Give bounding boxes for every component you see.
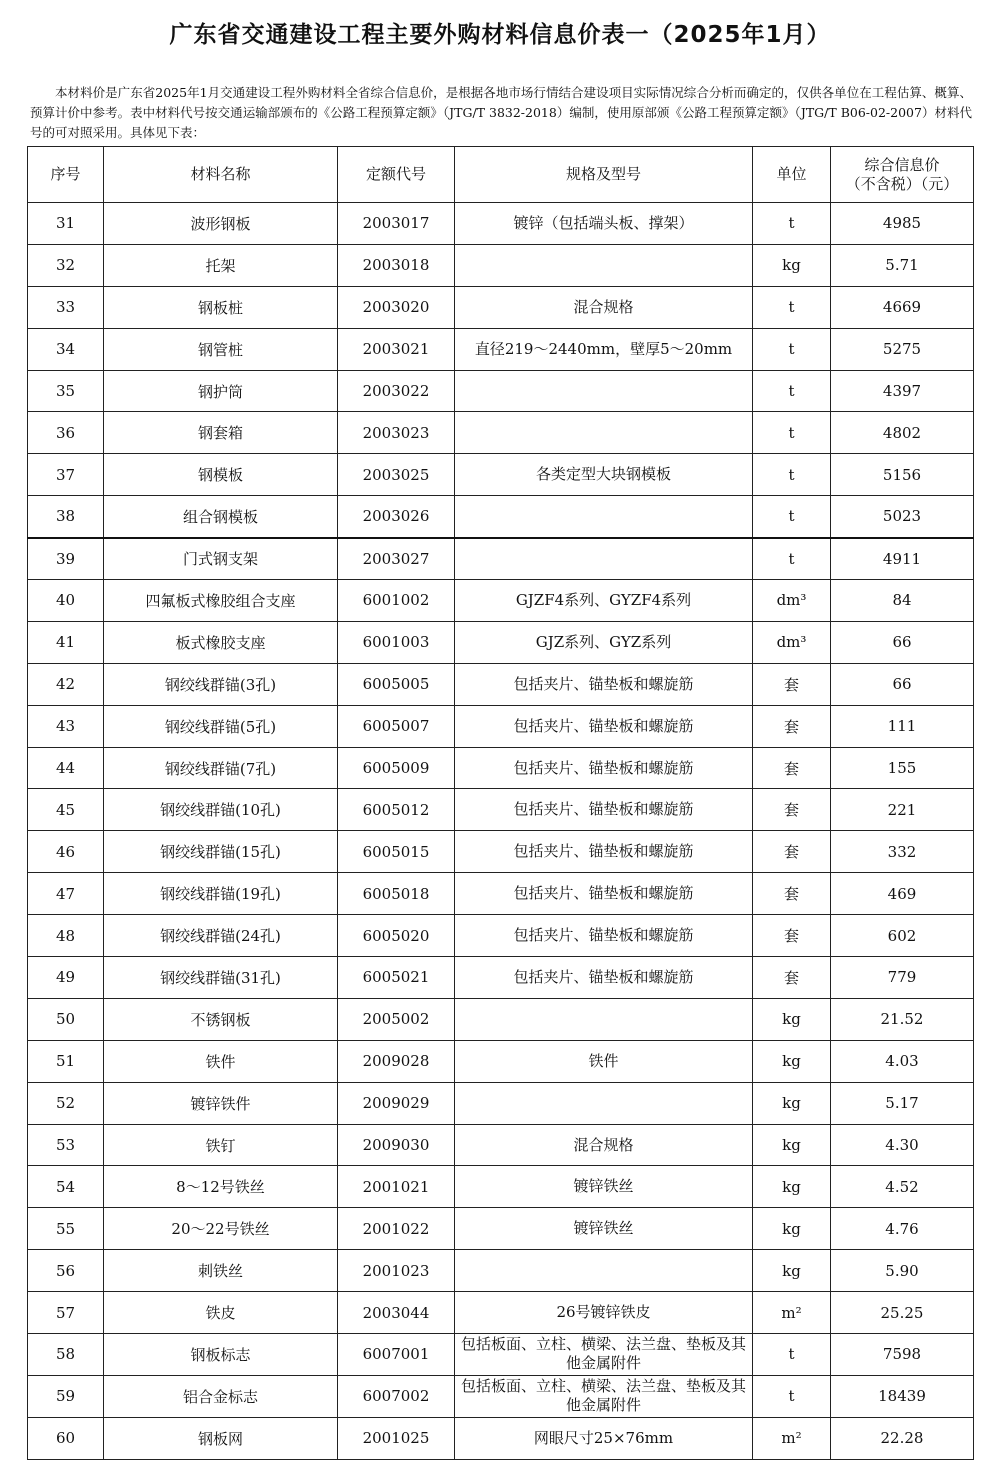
cell-price: 332 xyxy=(831,831,974,873)
cell-unit: m² xyxy=(753,1292,831,1334)
page-title: 广东省交通建设工程主要外购材料信息价表一（2025年1月） xyxy=(169,22,831,48)
cell-name: 钢板网 xyxy=(104,1417,338,1459)
cell-unit: t xyxy=(753,328,831,370)
cell-spec: 镀锌铁丝 xyxy=(455,1166,753,1208)
cell-price: 4.76 xyxy=(831,1208,974,1250)
table-row xyxy=(28,705,974,747)
table-row xyxy=(28,1166,974,1208)
cell-name: 不锈钢板 xyxy=(104,998,338,1040)
cell-code: 2009030 xyxy=(338,1124,455,1166)
cell-price: 18439 xyxy=(831,1375,974,1417)
header-price-line2: （不含税）（元） xyxy=(845,174,959,193)
cell-unit: t xyxy=(753,496,831,538)
cell-spec: 混合规格 xyxy=(455,1124,753,1166)
intro-paragraph: 本材料价是广东省2025年1月交通建设工程外购材料全省综合信息价，是根据各地市场行情结合建设项目实际情况综合分析而确定的，仅供各单位在工程估算、概算、预算计价中参考。表中材料代号按交通运输部颁布的《公路工程预算定额》（JTG/T 3832-2018）编制，使用原部颁《公路工程预算定额》（JTG/T B06-02-2007）材料代号的可对照采用。具体见下表： xyxy=(30,84,972,140)
cell-name: 组合钢模板 xyxy=(104,496,338,538)
table-row xyxy=(28,831,974,873)
cell-no: 33 xyxy=(28,286,104,328)
cell-price: 5.90 xyxy=(831,1250,974,1292)
cell-unit: t xyxy=(753,370,831,412)
cell-no: 44 xyxy=(28,747,104,789)
cell-price: 5.17 xyxy=(831,1082,974,1124)
header-name: 材料名称 xyxy=(104,147,338,203)
cell-code: 2001023 xyxy=(338,1250,455,1292)
cell-code: 2003025 xyxy=(338,454,455,496)
cell-no: 59 xyxy=(28,1375,104,1417)
cell-code: 6005015 xyxy=(338,831,455,873)
cell-price: 4911 xyxy=(831,538,974,580)
cell-code: 2001025 xyxy=(338,1417,455,1459)
table-row xyxy=(28,496,974,538)
cell-no: 38 xyxy=(28,496,104,538)
cell-name: 钢套箱 xyxy=(104,412,338,454)
cell-unit: t xyxy=(753,286,831,328)
cell-name: 刺铁丝 xyxy=(104,1250,338,1292)
cell-no: 36 xyxy=(28,412,104,454)
cell-name: 托架 xyxy=(104,244,338,286)
cell-name: 钢管桩 xyxy=(104,328,338,370)
cell-no: 40 xyxy=(28,580,104,622)
cell-name: 20～22号铁丝 xyxy=(104,1208,338,1250)
cell-price: 469 xyxy=(831,873,974,915)
cell-spec: 包括夹片、锚垫板和螺旋筋 xyxy=(455,705,753,747)
table-row xyxy=(28,1040,974,1082)
cell-price: 779 xyxy=(831,957,974,999)
cell-code: 2003026 xyxy=(338,496,455,538)
cell-price: 66 xyxy=(831,663,974,705)
cell-no: 32 xyxy=(28,244,104,286)
table-row xyxy=(28,286,974,328)
cell-name: 钢绞线群锚(10孔) xyxy=(104,789,338,831)
cell-no: 47 xyxy=(28,873,104,915)
cell-price: 84 xyxy=(831,580,974,622)
cell-no: 52 xyxy=(28,1082,104,1124)
table-row xyxy=(28,915,974,957)
cell-unit: kg xyxy=(753,1208,831,1250)
cell-code: 2001021 xyxy=(338,1166,455,1208)
cell-unit: 套 xyxy=(753,915,831,957)
cell-unit: dm³ xyxy=(753,580,831,622)
table-row xyxy=(28,1292,974,1334)
cell-no: 48 xyxy=(28,915,104,957)
cell-unit: t xyxy=(753,454,831,496)
cell-price: 5156 xyxy=(831,454,974,496)
cell-name: 铁皮 xyxy=(104,1292,338,1334)
table-header xyxy=(28,147,974,203)
table-row xyxy=(28,621,974,663)
table-row xyxy=(28,789,974,831)
cell-name: 波形钢板 xyxy=(104,203,338,245)
cell-no: 51 xyxy=(28,1040,104,1082)
cell-code: 2005002 xyxy=(338,998,455,1040)
cell-unit: kg xyxy=(753,1124,831,1166)
cell-name: 铝合金标志 xyxy=(104,1375,338,1417)
cell-unit: 套 xyxy=(753,873,831,915)
cell-code: 6005005 xyxy=(338,663,455,705)
cell-price: 4669 xyxy=(831,286,974,328)
cell-spec: 各类定型大块钢模板 xyxy=(455,454,753,496)
cell-no: 43 xyxy=(28,705,104,747)
cell-spec: 包括板面、立柱、横梁、法兰盘、垫板及其他金属附件 xyxy=(455,1375,753,1417)
cell-code: 2001022 xyxy=(338,1208,455,1250)
cell-unit: 套 xyxy=(753,831,831,873)
cell-unit: t xyxy=(753,412,831,454)
table-row xyxy=(28,580,974,622)
cell-price: 4.03 xyxy=(831,1040,974,1082)
cell-spec xyxy=(455,496,753,538)
cell-name: 8～12号铁丝 xyxy=(104,1166,338,1208)
table-row xyxy=(28,1375,974,1417)
cell-price: 5023 xyxy=(831,496,974,538)
cell-code: 6005007 xyxy=(338,705,455,747)
header-no: 序号 xyxy=(28,147,104,203)
cell-no: 49 xyxy=(28,957,104,999)
cell-name: 铁钉 xyxy=(104,1124,338,1166)
cell-unit: kg xyxy=(753,244,831,286)
cell-unit: m² xyxy=(753,1417,831,1459)
cell-unit: t xyxy=(753,1375,831,1417)
cell-code: 2003044 xyxy=(338,1292,455,1334)
cell-name: 四氟板式橡胶组合支座 xyxy=(104,580,338,622)
cell-name: 钢护筒 xyxy=(104,370,338,412)
cell-spec: 包括夹片、锚垫板和螺旋筋 xyxy=(455,789,753,831)
table-row xyxy=(28,663,974,705)
table-row xyxy=(28,998,974,1040)
cell-spec xyxy=(455,412,753,454)
cell-price: 602 xyxy=(831,915,974,957)
cell-unit: 套 xyxy=(753,747,831,789)
cell-name: 钢模板 xyxy=(104,454,338,496)
cell-no: 35 xyxy=(28,370,104,412)
table-row xyxy=(28,1334,974,1376)
cell-price: 66 xyxy=(831,621,974,663)
header-code: 定额代号 xyxy=(338,147,455,203)
cell-code: 2003020 xyxy=(338,286,455,328)
cell-code: 6007002 xyxy=(338,1375,455,1417)
cell-spec: GJZF4系列、GYZF4系列 xyxy=(455,580,753,622)
cell-code: 6005009 xyxy=(338,747,455,789)
table-row xyxy=(28,454,974,496)
cell-code: 6001003 xyxy=(338,621,455,663)
cell-name: 钢绞线群锚(3孔) xyxy=(104,663,338,705)
cell-name: 钢板标志 xyxy=(104,1334,338,1376)
table-row xyxy=(28,328,974,370)
cell-price: 4397 xyxy=(831,370,974,412)
cell-no: 53 xyxy=(28,1124,104,1166)
header-price xyxy=(831,147,974,203)
cell-unit: kg xyxy=(753,1166,831,1208)
cell-price: 7598 xyxy=(831,1334,974,1376)
cell-name: 钢绞线群锚(31孔) xyxy=(104,957,338,999)
cell-unit: t xyxy=(753,203,831,245)
cell-no: 55 xyxy=(28,1208,104,1250)
table-row xyxy=(28,957,974,999)
cell-price: 4.30 xyxy=(831,1124,974,1166)
cell-name: 钢板桩 xyxy=(104,286,338,328)
cell-price: 25.25 xyxy=(831,1292,974,1334)
cell-no: 56 xyxy=(28,1250,104,1292)
cell-name: 钢绞线群锚(5孔) xyxy=(104,705,338,747)
cell-price: 221 xyxy=(831,789,974,831)
cell-price: 5275 xyxy=(831,328,974,370)
cell-unit: 套 xyxy=(753,705,831,747)
table-row xyxy=(28,747,974,789)
cell-spec: 铁件 xyxy=(455,1040,753,1082)
table-row xyxy=(28,1124,974,1166)
cell-spec: 包括夹片、锚垫板和螺旋筋 xyxy=(455,831,753,873)
cell-price: 4.52 xyxy=(831,1166,974,1208)
cell-code: 2003022 xyxy=(338,370,455,412)
cell-spec: 混合规格 xyxy=(455,286,753,328)
cell-unit: kg xyxy=(753,1040,831,1082)
header-price-line1: 综合信息价 xyxy=(864,155,940,174)
table-row xyxy=(28,370,974,412)
cell-code: 6001002 xyxy=(338,580,455,622)
cell-code: 2003027 xyxy=(338,538,455,580)
cell-spec xyxy=(455,244,753,286)
cell-name: 钢绞线群锚(19孔) xyxy=(104,873,338,915)
cell-code: 2003021 xyxy=(338,328,455,370)
cell-price: 21.52 xyxy=(831,998,974,1040)
cell-spec: 包括夹片、锚垫板和螺旋筋 xyxy=(455,663,753,705)
cell-spec: 包括夹片、锚垫板和螺旋筋 xyxy=(455,747,753,789)
cell-no: 46 xyxy=(28,831,104,873)
cell-no: 39 xyxy=(28,538,104,580)
cell-no: 60 xyxy=(28,1417,104,1459)
cell-spec: 包括板面、立柱、横梁、法兰盘、垫板及其他金属附件 xyxy=(455,1334,753,1376)
header-unit: 单位 xyxy=(753,147,831,203)
cell-price: 155 xyxy=(831,747,974,789)
cell-unit: kg xyxy=(753,1082,831,1124)
cell-price: 22.28 xyxy=(831,1417,974,1459)
cell-spec xyxy=(455,538,753,580)
header-spec: 规格及型号 xyxy=(455,147,753,203)
table-row xyxy=(28,244,974,286)
table-row xyxy=(28,1250,974,1292)
cell-spec: 包括夹片、锚垫板和螺旋筋 xyxy=(455,873,753,915)
cell-spec: GJZ系列、GYZ系列 xyxy=(455,621,753,663)
table-row xyxy=(28,1417,974,1459)
cell-spec xyxy=(455,370,753,412)
cell-no: 41 xyxy=(28,621,104,663)
cell-code: 2003018 xyxy=(338,244,455,286)
cell-spec: 包括夹片、锚垫板和螺旋筋 xyxy=(455,915,753,957)
cell-no: 31 xyxy=(28,203,104,245)
cell-code: 6005018 xyxy=(338,873,455,915)
cell-code: 6005020 xyxy=(338,915,455,957)
cell-unit: dm³ xyxy=(753,621,831,663)
cell-spec: 直径219～2440mm，壁厚5～20mm xyxy=(455,328,753,370)
cell-no: 50 xyxy=(28,998,104,1040)
cell-price: 4985 xyxy=(831,203,974,245)
cell-code: 2003017 xyxy=(338,203,455,245)
table-row xyxy=(28,1082,974,1124)
cell-unit: 套 xyxy=(753,789,831,831)
cell-spec xyxy=(455,1250,753,1292)
cell-spec: 镀锌铁丝 xyxy=(455,1208,753,1250)
table-row xyxy=(28,538,974,580)
cell-price: 111 xyxy=(831,705,974,747)
cell-unit: t xyxy=(753,1334,831,1376)
cell-unit: 套 xyxy=(753,957,831,999)
cell-spec: 包括夹片、锚垫板和螺旋筋 xyxy=(455,957,753,999)
cell-unit: t xyxy=(753,538,831,580)
cell-price: 4802 xyxy=(831,412,974,454)
cell-unit: 套 xyxy=(753,663,831,705)
cell-no: 34 xyxy=(28,328,104,370)
cell-name: 镀锌铁件 xyxy=(104,1082,338,1124)
cell-spec: 26号镀锌铁皮 xyxy=(455,1292,753,1334)
cell-code: 2009028 xyxy=(338,1040,455,1082)
table-row xyxy=(28,412,974,454)
cell-no: 37 xyxy=(28,454,104,496)
cell-spec: 镀锌（包括端头板、撑架） xyxy=(455,203,753,245)
table-body xyxy=(28,203,974,1460)
cell-name: 板式橡胶支座 xyxy=(104,621,338,663)
cell-no: 45 xyxy=(28,789,104,831)
cell-unit: kg xyxy=(753,1250,831,1292)
cell-spec xyxy=(455,1082,753,1124)
cell-code: 2009029 xyxy=(338,1082,455,1124)
cell-no: 42 xyxy=(28,663,104,705)
cell-spec: 网眼尺寸25×76mm xyxy=(455,1417,753,1459)
table-row xyxy=(28,873,974,915)
price-table xyxy=(27,146,974,1460)
cell-name: 钢绞线群锚(15孔) xyxy=(104,831,338,873)
cell-no: 57 xyxy=(28,1292,104,1334)
cell-name: 钢绞线群锚(24孔) xyxy=(104,915,338,957)
cell-name: 铁件 xyxy=(104,1040,338,1082)
cell-unit: kg xyxy=(753,998,831,1040)
cell-spec xyxy=(455,998,753,1040)
cell-code: 6005021 xyxy=(338,957,455,999)
cell-code: 2003023 xyxy=(338,412,455,454)
cell-no: 58 xyxy=(28,1334,104,1376)
cell-no: 54 xyxy=(28,1166,104,1208)
cell-code: 6007001 xyxy=(338,1334,455,1376)
cell-price: 5.71 xyxy=(831,244,974,286)
cell-name: 钢绞线群锚(7孔) xyxy=(104,747,338,789)
table-row xyxy=(28,1208,974,1250)
cell-name: 门式钢支架 xyxy=(104,538,338,580)
cell-code: 6005012 xyxy=(338,789,455,831)
table-row xyxy=(28,203,974,245)
